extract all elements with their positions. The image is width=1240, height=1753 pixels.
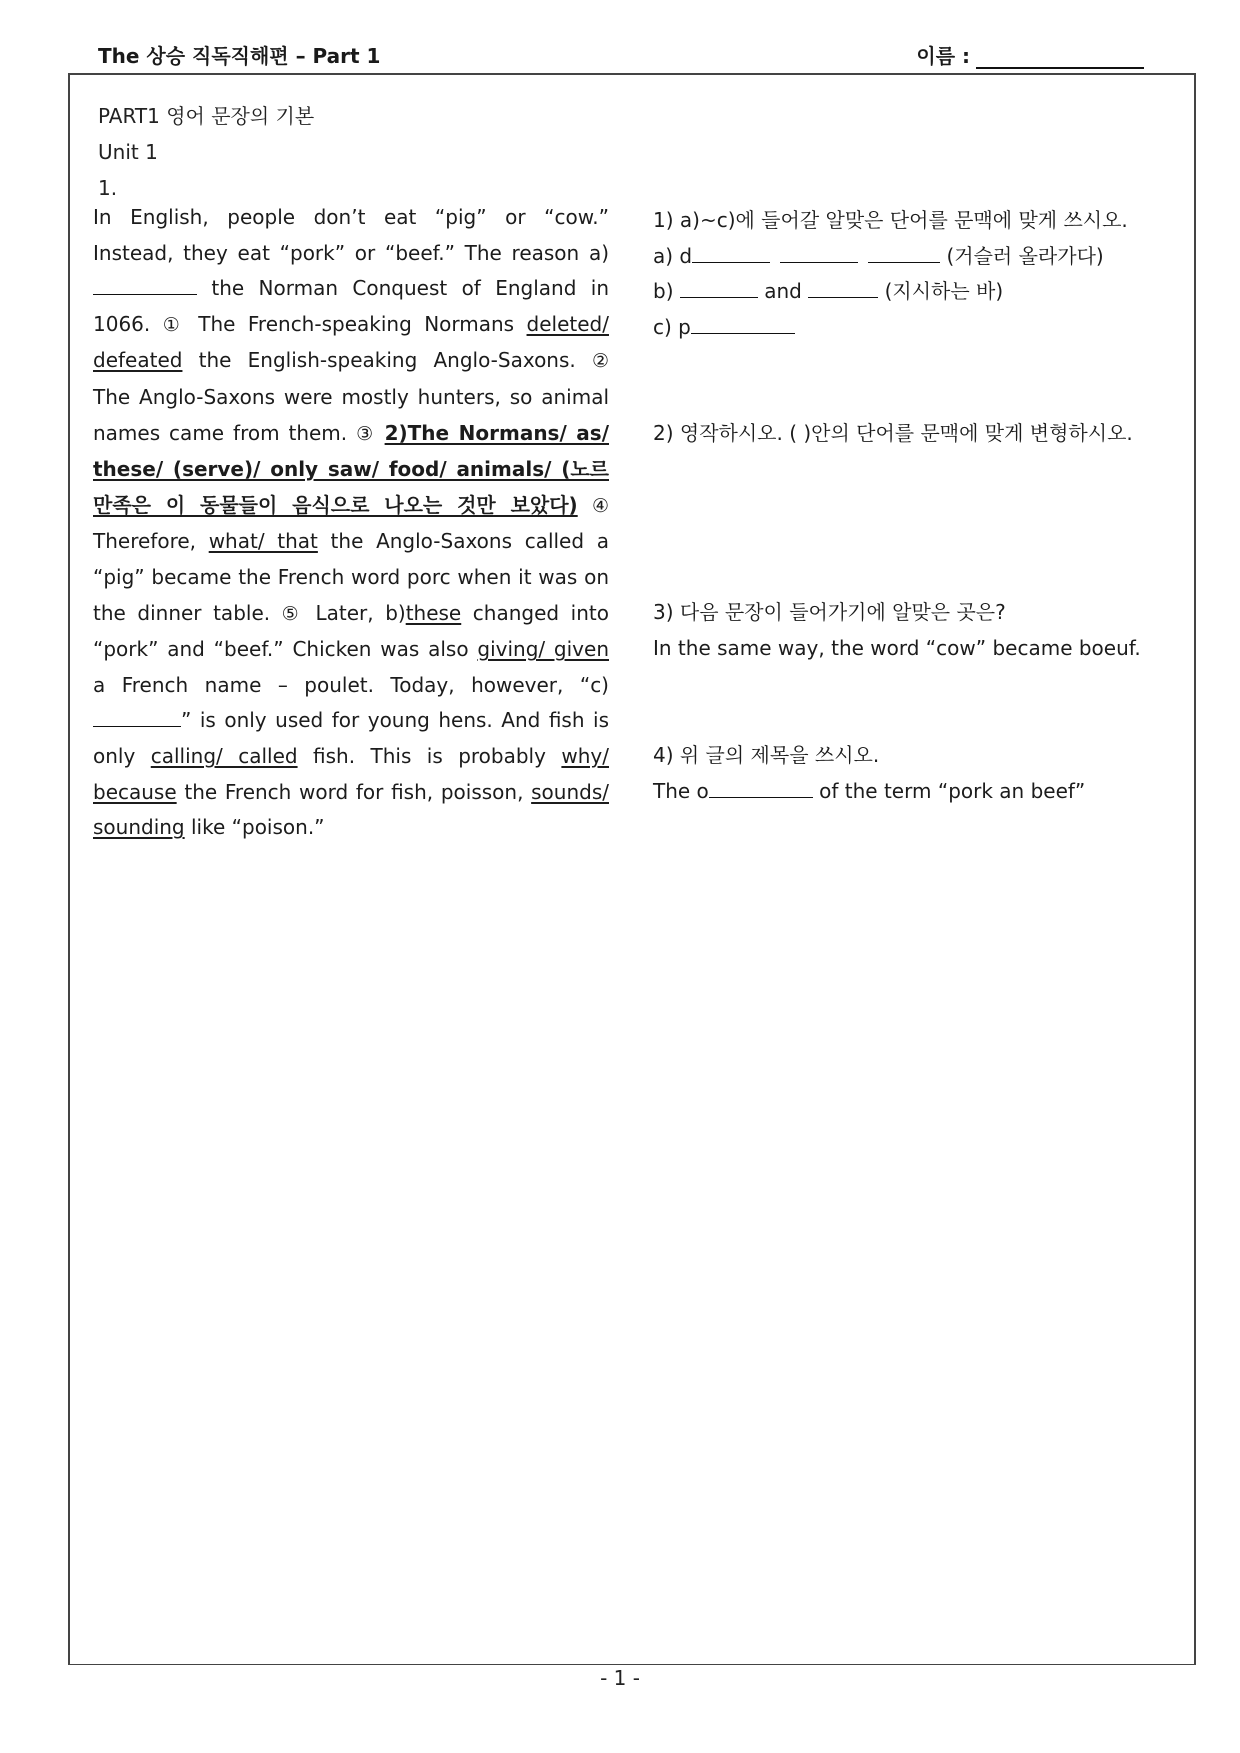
passage-text: the Anglo-Saxons called a “pig” became the French word porc when it was on the dinner table. [93, 529, 609, 625]
position-marker-4: ④ [591, 494, 610, 517]
underlined-these: these [405, 600, 462, 625]
passage-text: the English-speaking Anglo-Saxons. [182, 348, 592, 373]
question-1-prompt: 1) a)~c)에 들어갈 알맞은 단어를 문맥에 맞게 쓰시오. [653, 208, 1128, 232]
question-1 [653, 203, 1173, 345]
worksheet-title: The 상승 직독직해편 – Part 1 [98, 44, 381, 68]
student-name-field [916, 40, 1144, 69]
choice-giving-given: giving/ given [477, 637, 609, 662]
passage-text: In English, people don’t eat “pig” or “cow.” Instead, they eat “pork” or “beef.” The reason [93, 205, 609, 265]
answer-b-and: and [764, 279, 802, 304]
passage-text: The French-speaking Normans [185, 311, 527, 336]
choice-sounds-sounding: sounds/ sounding [93, 779, 609, 840]
passage-text: changed into “pork” and “beef.” Chicken was also [93, 600, 609, 662]
passage-text: Later, [303, 600, 386, 625]
passage-text: The Anglo-Saxons were mostly hunters, so animal names came from them. [93, 384, 609, 445]
passage-text: a French name – poulet. Today, however, “ [93, 672, 591, 697]
passage-text: the French word for fish, poisson, [176, 779, 532, 804]
page-header [98, 40, 1144, 70]
question-2 [653, 416, 1173, 452]
answer-c-row [653, 310, 1173, 346]
name-label: 이름 : [916, 44, 970, 68]
page-number: - 1 - [600, 1666, 640, 1690]
blank-a-label: a) [588, 240, 609, 265]
title-answer-prefix: The o [653, 778, 709, 803]
answer-c-blank[interactable] [691, 315, 795, 334]
choice-deleted-defeated: deleted/ defeated [93, 311, 609, 373]
question-3 [653, 595, 1173, 666]
position-marker-1: ① [162, 313, 186, 336]
answer-a-blank-1[interactable] [692, 244, 770, 263]
question-number: 1. [98, 176, 118, 200]
part-heading: PART1 영어 문장의 기본 [98, 104, 315, 128]
question-3-sentence: In the same way, the word “cow” became boeuf. [653, 635, 1141, 660]
position-marker-2: ② [591, 350, 609, 373]
answer-a-row [653, 239, 1173, 275]
passage-text: like “poison.” [184, 815, 325, 840]
unit-heading: Unit 1 [98, 140, 158, 164]
name-blank[interactable] [976, 47, 1144, 69]
answer-b-row [653, 274, 1173, 310]
answer-b-label: b) [653, 279, 674, 304]
reading-passage [93, 200, 609, 846]
position-marker-3: ③ [356, 422, 376, 445]
choice-calling-called: calling/ called [150, 743, 298, 768]
answer-c-label: c) p [653, 314, 691, 339]
title-answer-row [653, 774, 1173, 810]
question-2-prompt: 2) 영작하시오. ( )안의 단어를 문맥에 맞게 변형하시오. [653, 421, 1133, 445]
passage-text: fish. This is probably [297, 743, 562, 768]
blank-a[interactable] [93, 276, 197, 295]
section-meta [98, 98, 314, 206]
scrambled-sentence: 2)The Normans/ as/ these/ (serve)/ only saw/ food/ animals/ (노르만족은 이 동물들이 음식으로 나오는 것만 보았다) [93, 420, 609, 517]
passage-text: ” is only used for young hens. And fish is only [93, 708, 609, 768]
blank-c[interactable] [93, 708, 181, 727]
question-3-prompt: 3) 다음 문장이 들어가기에 알맞은 곳은? [653, 600, 1006, 624]
passage-text: Therefore, [93, 529, 209, 554]
position-marker-5: ⑤ [281, 602, 304, 625]
title-answer-blank[interactable] [709, 779, 813, 798]
question-4 [653, 738, 1173, 809]
answer-b-blank-1[interactable] [680, 279, 758, 298]
answer-a-label: a) d [653, 243, 693, 268]
passage-text: the Norman Conquest of England in 1066. [93, 276, 609, 336]
blank-b-label: b) [385, 600, 406, 625]
title-answer-suffix: of the term “pork an beef” [812, 778, 1086, 803]
question-4-prompt: 4) 위 글의 제목을 쓰시오. [653, 743, 880, 767]
answer-b-hint: (지시하는 바) [884, 279, 1004, 304]
answer-a-blank-2[interactable] [780, 244, 858, 263]
answer-b-blank-2[interactable] [808, 279, 878, 298]
choice-what-that: what/ that [208, 529, 318, 554]
answer-a-blank-3[interactable] [868, 244, 940, 263]
answer-a-hint: (거슬러 올라가다) [946, 243, 1104, 268]
blank-c-label: c) [590, 672, 609, 697]
choice-why-because: why/ because [93, 743, 609, 804]
